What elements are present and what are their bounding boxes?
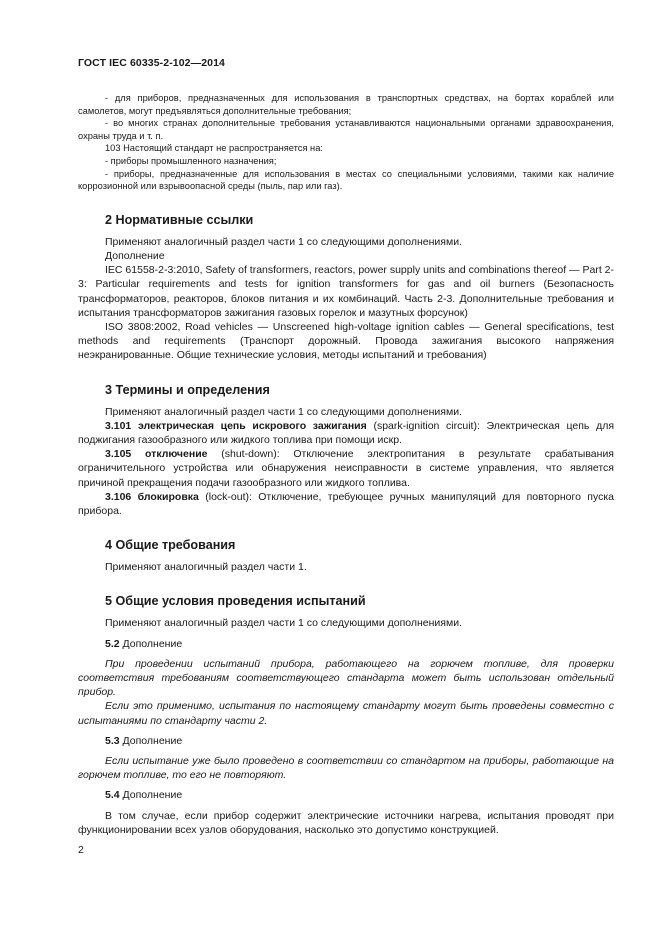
intro-item-1: - для приборов, предназначенных для использования в транспортных средствах, на бортах кораблей или самолетов, могут предъявляться дополнительные требования; [78,93,614,116]
subsection-5-2-number: 5.2 [105,637,120,650]
subsection-5-4-title: Дополнение [119,789,183,802]
subsection-5-4-label [78,788,614,802]
term-3-101 [78,419,614,447]
section-2-reference-iec: IEC 61558-2-3:2010, Safety of transformers, reactors, power supply units and combinations thereof — Part 2-3: Particular requirements and tests for ignition transformers for gas and oil burners (Безопасность трансформаторов, реакторов, блоков питания и их комбинаций. Часть 2-3. Дополнительные требования и испытания трансформаторов зажигания газовых горелок и мазутных форсунок) [78,264,614,319]
page-number: 2 [78,844,84,856]
term-3-105 [78,447,614,490]
subsection-5-3-title: Дополнение [119,734,183,747]
section-2-paragraph: Применяют аналогичный раздел части 1 со следующими дополнениями. [105,235,462,248]
section-3-heading: 3 Термины и определения [105,382,270,397]
term-3-106 [78,490,614,518]
section-3-paragraph: Применяют аналогичный раздел части 1 со следующими дополнениями. [105,405,462,418]
intro-item-5: - приборы, предназначенные для использования в местах со специальными условиями, такими как наличие коррозионной или взрывоопасной среды (пыль, пар или газ). [78,168,614,192]
subsection-5-2-title: Дополнение [119,637,183,650]
section-2-paragraph: Дополнение [105,249,165,262]
section-2-reference-iso: ISO 3808:2002, Road vehicles — Unscreened high-voltage ignition cables — General specifications, test methods and requirements (Транспорт дорожный. Провода зажигания высокого напряжения неэкранированные. Общие технические условия, методы испытаний и требования) [78,320,614,362]
term-3-101-name: 3.101 электрическая цепь искрового зажигания [105,419,367,432]
term-3-105-name: 3.105 отключение [105,448,208,461]
intro-item-3: 103 Настоящий стандарт не распространяется на: [105,143,323,154]
term-3-105-definition: (shut-down): Отключение электропитания в результате срабатывания ограничительного устройства или обнаружения неисправности в системе управления, что является причиной прекращения подачи газообразного или жидкого топлива. [78,448,614,489]
section-4-heading: 4 Общие требования [105,538,236,553]
subsection-5-4-paragraph: В том случае, если прибор содержит электрические источники нагрева, испытания проводят при функционировании всех узлов оборудования, насколько это допустимо конструкцией. [78,809,614,836]
section-5-paragraph: Применяют аналогичный раздел части 1 со следующими дополнениями. [105,617,462,630]
subsection-5-2-paragraph: При проведении испытаний прибора, работающего на горючем топливе, для проверки соответствия требованиям соответствующего стандарта может быть использован отдельный прибор. [78,657,614,699]
subsection-5-2-paragraph: Если это применимо, испытания по настоящему стандарту могут быть проведены совместно с испытаниями по стандарту части 2. [78,700,614,727]
subsection-5-4-number: 5.4 [105,789,120,802]
document-header: ГОСТ IEC 60335-2-102—2014 [78,57,225,69]
term-3-101-definition: (spark-ignition circuit): Электрическая цепь для поджигания газообразного или жидкого топлива при помощи искр. [78,419,615,446]
intro-item-4: - приборы промышленного назначения; [105,155,277,166]
intro-item-2: - во многих странах дополнительные требования устанавливаются национальными органами здравоохранения, охраны труда и т. п. [78,118,614,141]
subsection-5-3-label [78,734,614,748]
subsection-5-3-paragraph: Если испытание уже было проведено в соответствии со стандартом на приборы, работающие на горючем топливе, то его не повторяют. [78,755,614,782]
page-content [78,92,614,837]
term-3-106-name: 3.106 блокировка [105,490,199,503]
term-3-106-definition: (lock-out): Отключение, требующее ручных манипуляций для повторного пуска прибора. [78,490,615,517]
section-4-paragraph: Применяют аналогичный раздел части 1. [105,561,307,574]
subsection-5-3-number: 5.3 [105,734,120,747]
section-2-heading: 2 Нормативные ссылки [105,212,254,227]
subsection-5-2-label [78,637,614,651]
section-5-heading: 5 Общие условия проведения испытаний [105,594,366,609]
